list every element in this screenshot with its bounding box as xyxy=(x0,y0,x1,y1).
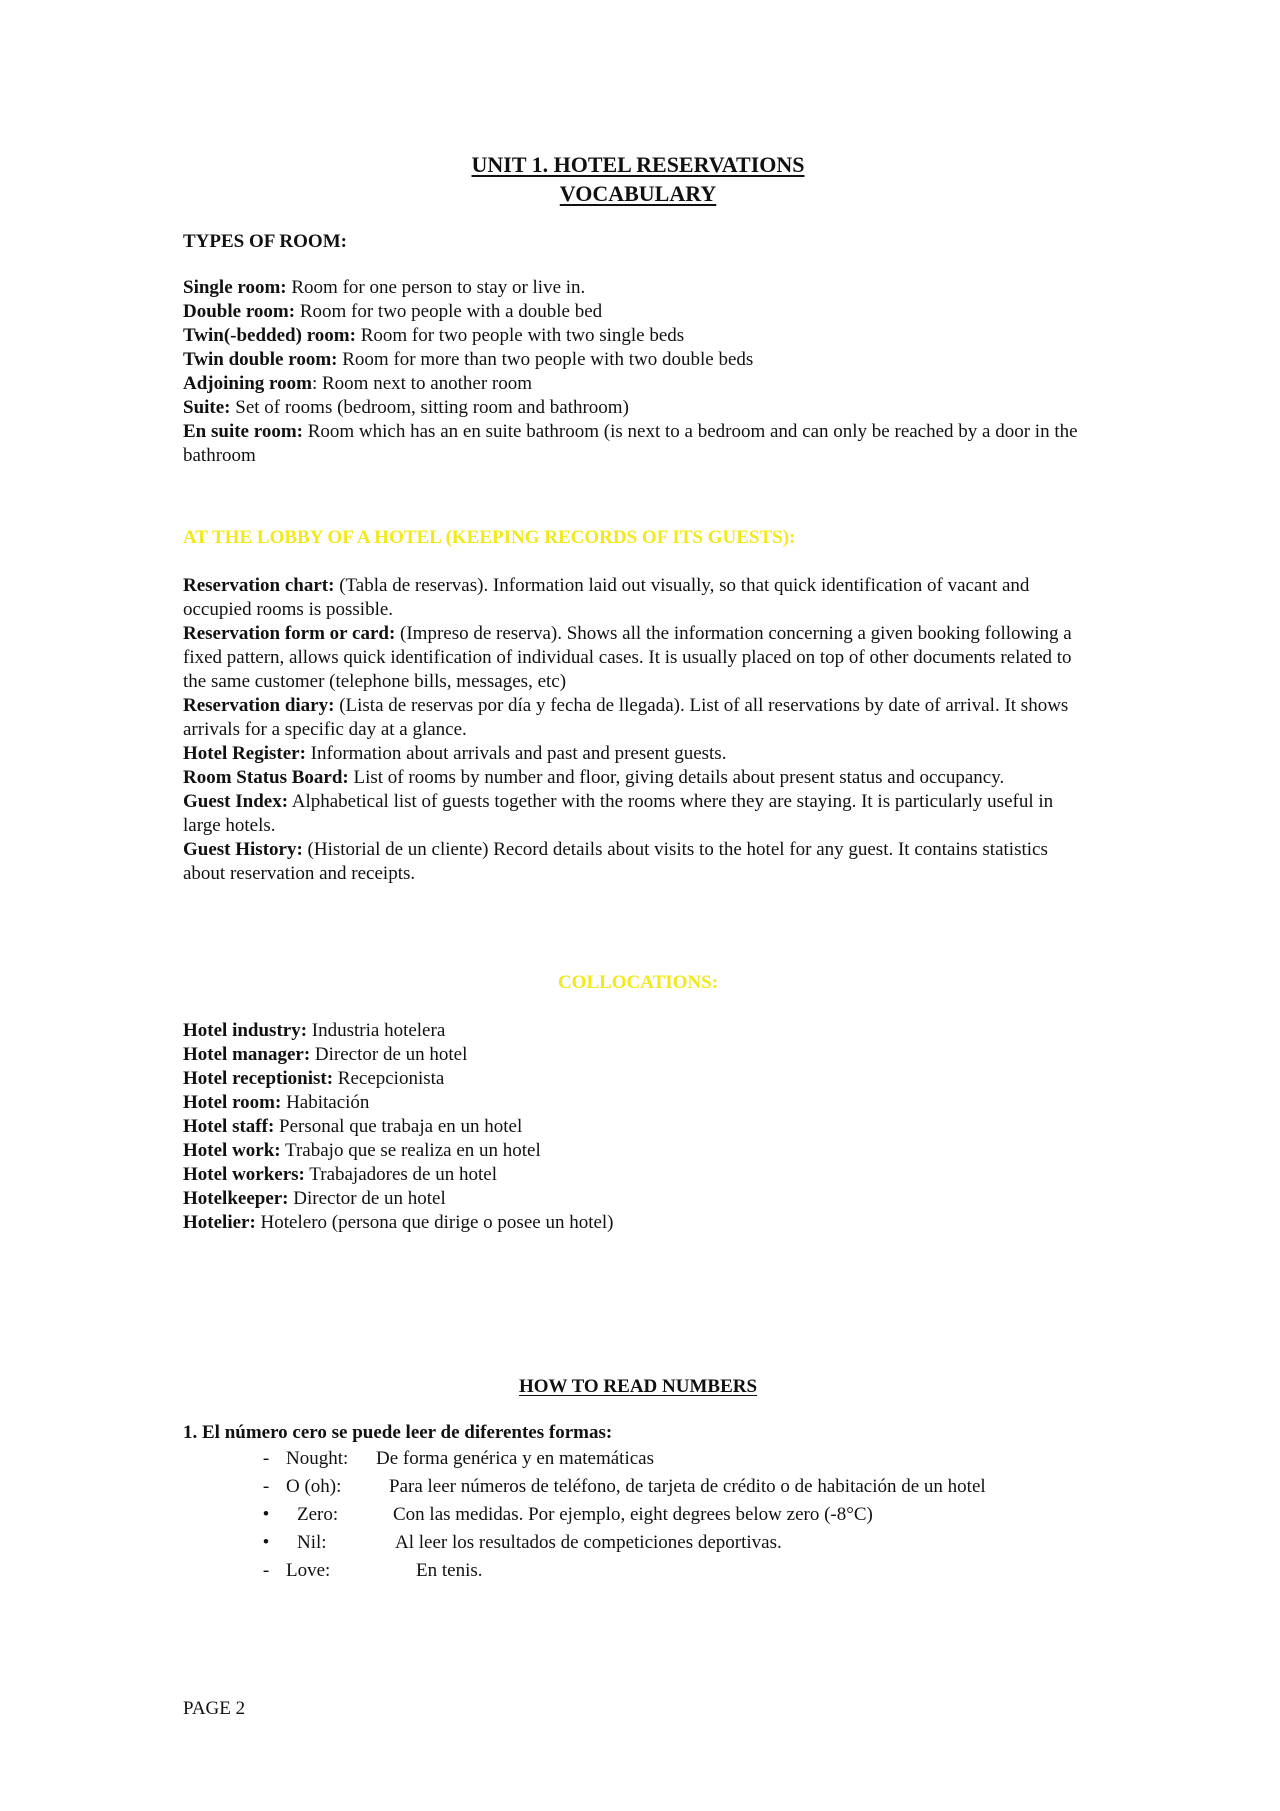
definition-item: Reservation form or card: (Impreso de reserva). Shows all the information concerning a given booking following a fixed pattern, allows quick identification of individual cases. It is usually placed on top of other documents related to the same customer (telephone bills, messages, etc) xyxy=(183,623,1072,692)
lobby-heading: AT THE LOBBY OF A HOTEL (KEEPING RECORDS OF ITS GUESTS): xyxy=(183,527,796,548)
definition-item: Hotel industry: Industria hotelera xyxy=(183,1020,446,1041)
reading-description: En tenis. xyxy=(416,1560,483,1581)
definition-item: Suite: Set of rooms (bedroom, sitting room and bathroom) xyxy=(183,397,629,418)
definition-item: Hotel room: Habitación xyxy=(183,1092,370,1113)
list-marker: • xyxy=(262,1504,270,1525)
definition-item: Reservation diary: (Lista de reservas por día y fecha de llegada). List of all reservations by date of arrival. It shows arrivals for a specific day at a glance. xyxy=(183,695,1069,740)
zero-readings-list xyxy=(183,1445,1093,1585)
title-line-1: UNIT 1. HOTEL RESERVATIONS xyxy=(471,152,805,177)
reading-term: O (oh): xyxy=(286,1476,342,1497)
list-marker: • xyxy=(262,1532,270,1553)
definition-item: Hotel Register: Information about arrivals and past and present guests. xyxy=(183,743,727,764)
numbers-heading: HOW TO READ NUMBERS xyxy=(518,1376,758,1397)
reading-term: Nought: xyxy=(286,1448,349,1469)
reading-description: Con las medidas. Por ejemplo, eight degrees below zero (-8°C) xyxy=(393,1504,873,1525)
definition-item: Single room: Room for one person to stay or live in. xyxy=(183,277,586,298)
definition-item: Hotel manager: Director de un hotel xyxy=(183,1044,468,1065)
collocations-heading: COLLOCATIONS: xyxy=(557,972,719,993)
definition-item: Hotelier: Hotelero (persona que dirige o posee un hotel) xyxy=(183,1212,614,1233)
list-marker: - xyxy=(262,1560,270,1581)
reading-description: Para leer números de teléfono, de tarjeta de crédito o de habitación de un hotel xyxy=(389,1476,986,1497)
zero-rule-heading: 1. El número cero se puede leer de diferentes formas: xyxy=(183,1422,613,1443)
definition-item: Hotel staff: Personal que trabaja en un hotel xyxy=(183,1116,523,1137)
definition-item: Twin double room: Room for more than two people with two double beds xyxy=(183,349,754,370)
definition-item: Adjoining room: Room next to another room xyxy=(183,373,533,394)
definition-item: Guest History: (Historial de un cliente) Record details about visits to the hotel for any guest. It contains statistics about reservation and receipts. xyxy=(183,839,1048,884)
list-item xyxy=(183,1501,1093,1529)
document-page xyxy=(183,150,1093,1585)
room-types-heading: TYPES OF ROOM: xyxy=(183,231,347,252)
lobby-records-list xyxy=(183,574,1093,886)
reading-description: De forma genérica y en matemáticas xyxy=(376,1448,654,1469)
reading-term: Nil: xyxy=(297,1532,327,1553)
definition-item: Hotel receptionist: Recepcionista xyxy=(183,1068,445,1089)
list-marker: - xyxy=(262,1448,270,1469)
definition-item: Hotel work: Trabajo que se realiza en un hotel xyxy=(183,1140,541,1161)
definition-item: Hotelkeeper: Director de un hotel xyxy=(183,1188,446,1209)
list-item xyxy=(183,1557,1093,1585)
reading-description: Al leer los resultados de competiciones deportivas. xyxy=(395,1532,782,1553)
reading-term: Zero: xyxy=(297,1504,339,1525)
definition-item: En suite room: Room which has an en suite bathroom (is next to a bedroom and can only be reached by a door in the bathroom xyxy=(183,421,1078,466)
list-marker: - xyxy=(262,1476,270,1497)
collocations-list xyxy=(183,1019,1093,1235)
definition-item: Reservation chart: (Tabla de reservas). Information laid out visually, so that quick identification of vacant and occupied rooms is possible. xyxy=(183,575,1030,620)
room-types-list xyxy=(183,276,1093,468)
definition-item: Twin(-bedded) room: Room for two people with two single beds xyxy=(183,325,685,346)
reading-term: Love: xyxy=(286,1560,331,1581)
document-title xyxy=(183,150,1093,208)
definition-item: Hotel workers: Trabajadores de un hotel xyxy=(183,1164,497,1185)
page-number: PAGE 2 xyxy=(183,1698,246,1719)
definition-item: Guest Index: Alphabetical list of guests together with the rooms where they are staying. It is particularly useful in large hotels. xyxy=(183,791,1054,836)
list-item xyxy=(183,1529,1093,1557)
title-line-2: VOCABULARY xyxy=(559,181,717,206)
list-item xyxy=(183,1445,1093,1473)
definition-item: Room Status Board: List of rooms by number and floor, giving details about present status and occupancy. xyxy=(183,767,1005,788)
definition-item: Double room: Room for two people with a double bed xyxy=(183,301,603,322)
list-item xyxy=(183,1473,1093,1501)
